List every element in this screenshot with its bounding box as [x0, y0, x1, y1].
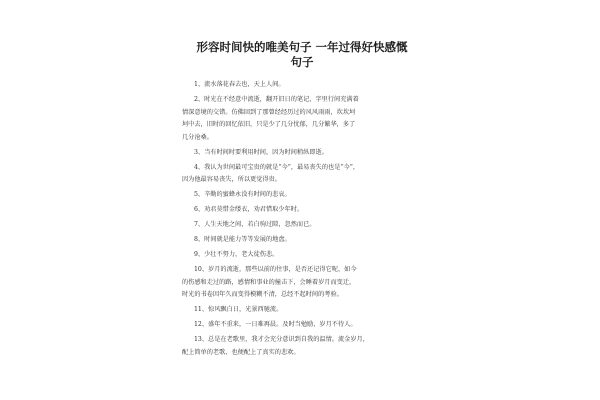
paragraph-4: [182, 162, 422, 187]
paragraph-6: [182, 204, 422, 217]
paragraph-line: 8、时间就是能力等等发展的地盘。: [194, 236, 291, 244]
article-title: [182, 40, 422, 70]
paragraph-9: [182, 249, 422, 262]
paragraph-3: [182, 147, 422, 160]
paragraph-line: 情深意境的交错。仿佛回到了那曾经经历过的风风雨雨，坎坎坷: [182, 108, 356, 116]
article-title-line: 形容时间快的唯美句子 一年过得好快感慨: [196, 40, 408, 54]
paragraph-line: 9、少壮不努力，老大徒伤悲。: [194, 251, 279, 259]
paragraph-line: 10、岁月的流逝，那些以前的往事，是否还记得它呢，如今: [194, 266, 357, 274]
paragraph-line: 11、惊风飘白日，光景西驰流。: [194, 306, 283, 314]
paragraph-line: 3、当有时间时要利用时间，因为时间稍纵即逝。: [194, 148, 328, 156]
paragraph-line: 时光的书卷因年久而变得模糊不清，总经不起时间的考验。: [182, 291, 343, 299]
article-title-line: 句子: [290, 55, 314, 69]
paragraph-line: 4、我认为世间最可宝贵的就是“今”，最易丧失的也是“今”，: [194, 163, 360, 171]
paragraph-line: 5、辛勤的蜜蜂永没有时间的悲哀。: [194, 191, 291, 199]
paragraph-8: [182, 234, 422, 247]
paragraph-10: [182, 264, 422, 302]
paragraph-line: 7、人生天地之间，若白驹过隙，忽然而已。: [194, 221, 316, 229]
paragraph-line: 因为他最容易丧失，所以更觉得贵。: [182, 176, 281, 184]
article: [182, 40, 422, 362]
paragraph-5: [182, 189, 422, 202]
paragraph-13: [182, 334, 422, 359]
article-body: [182, 79, 422, 360]
paragraph-line: 6、劝君莫惜金缕衣，劝君惜取少年时。: [194, 206, 304, 214]
paragraph-2: [182, 94, 422, 144]
paragraph-7: [182, 219, 422, 232]
paragraph-12: [182, 319, 422, 332]
paragraph-1: [182, 79, 422, 92]
paragraph-line: 几分沧桑。: [182, 133, 213, 141]
paragraph-line: 12、盛年不重来，一日难再晨。及时当勉励，岁月不待人。: [194, 321, 357, 329]
paragraph-line: 1、流水落花春去也，天上人间。: [194, 81, 285, 88]
paragraph-line: 13、总是在老歌里，我才会充分意识到自我的温情。流金岁月，: [194, 336, 369, 344]
paragraph-11: [182, 304, 422, 317]
paragraph-line: 坷中去，旧时的回忆依旧，只是少了几分忧郁，几分繁华，多了: [182, 121, 356, 129]
paragraph-line: 的伤感和走过的路，感情和事业的撞击下，会睡着岁月而变迁，: [182, 278, 356, 286]
paragraph-line: 2、时光在不经意中流逝，翻开旧日的笔记，字里行间充满着: [194, 95, 359, 103]
paragraph-line: 配上简单的老歌，也便配上了真实的悲欢。: [182, 348, 300, 356]
